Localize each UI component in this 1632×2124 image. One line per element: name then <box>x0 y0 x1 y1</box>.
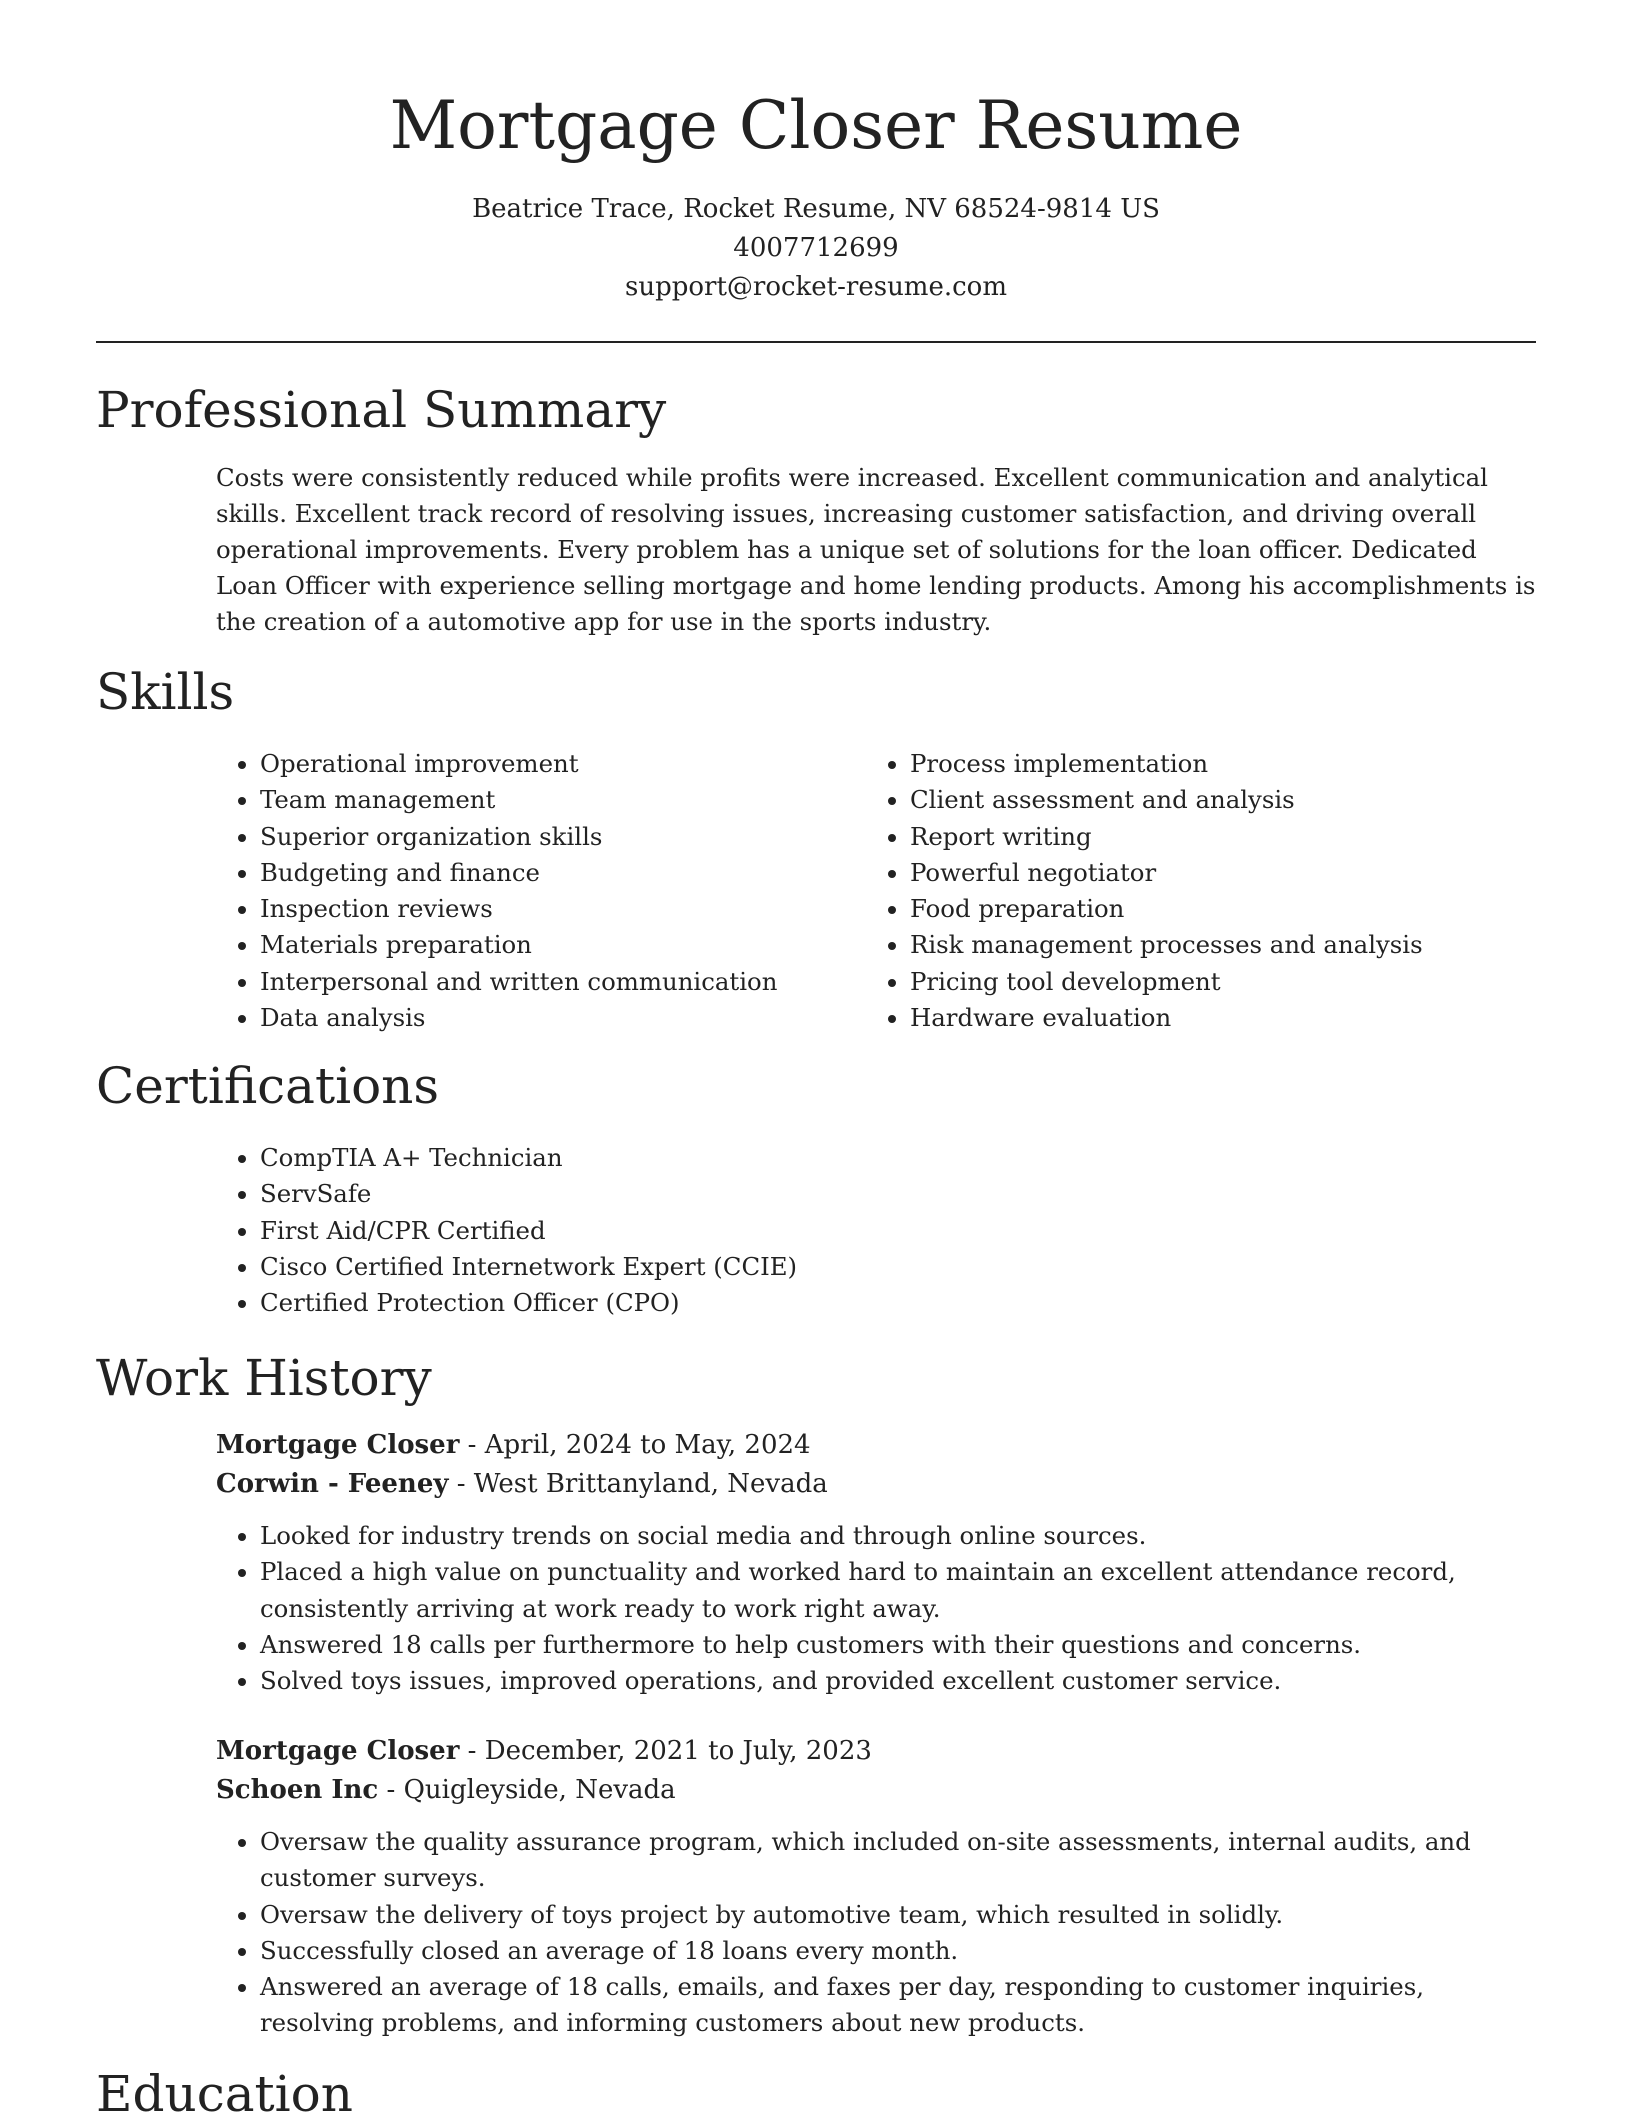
job-bullet: • Answered an average of 18 calls, emails, and faxes per day, responding to customer inquiries, resolving problems, and informing customers about new products. <box>260 1969 1536 2042</box>
section-heading-certifications: Certifications <box>96 1057 440 1115</box>
certification-item: • Certified Protection Officer (CPO) <box>260 1285 1536 1321</box>
skill-item: • Data analysis <box>260 1000 856 1036</box>
job-bullet: • Placed a high value on punctuality and worked hard to maintain an excellent attendance record, consistently arriving at work ready to work right away. <box>260 1554 1536 1627</box>
job-bullet: • Oversaw the delivery of toys project by automotive team, which resulted in solidly. <box>260 1897 1536 1933</box>
summary-text: Costs were consistently reduced while profits were increased. Excellent communication and analytical skills. Excellent track record of resolving issues, increasing customer satisfaction, and driving overall operational improvements. Every problem has a unique set of solutions for the loan officer. Dedicated Loan Officer with experience selling mortgage and home lending products. Among his accomplishments is the creation of a automotive app for use in the sports industry. <box>216 463 1536 636</box>
skill-item: • Risk management processes and analysis <box>910 927 1506 963</box>
contact-email: support@rocket-resume.com <box>624 272 1007 302</box>
skill-item: • Inspection reviews <box>260 891 856 927</box>
job-role: Mortgage Closer <box>216 1430 460 1460</box>
skill-item: • Process implementation <box>910 746 1506 782</box>
section-heading-education: Education <box>96 2065 353 2123</box>
skill-item: • Food preparation <box>910 891 1506 927</box>
job-title-line <box>216 1426 1536 1465</box>
section-heading-work-history: Work History <box>96 1349 432 1407</box>
job-location: - West Brittanyland, Nevada <box>448 1469 828 1499</box>
contact-address: Beatrice Trace, Rocket Resume, NV 68524-9814 US <box>472 194 1160 224</box>
skill-item: • Interpersonal and written communication <box>260 964 856 1000</box>
skill-item: • Team management <box>260 782 856 818</box>
work-entry <box>216 1426 1536 1699</box>
job-role: Mortgage Closer <box>216 1736 460 1766</box>
work-entry <box>216 1732 1536 2042</box>
skill-item: • Superior organization skills <box>260 819 856 855</box>
job-company-line <box>216 1771 1536 1810</box>
job-bullet: • Successfully closed an average of 18 loans every month. <box>260 1933 1536 1969</box>
job-company: Corwin - Feeney <box>216 1469 449 1499</box>
skill-item: • Client assessment and analysis <box>910 782 1506 818</box>
job-dates: - April, 2024 to May, 2024 <box>459 1430 811 1460</box>
skill-item: • Powerful negotiator <box>910 855 1506 891</box>
job-bullet: • Looked for industry trends on social media and through online sources. <box>260 1518 1536 1554</box>
resume-title: Mortgage Closer Resume <box>389 87 1243 164</box>
section-heading-summary: Professional Summary <box>96 381 667 439</box>
skill-item: • Pricing tool development <box>910 964 1506 1000</box>
certification-item: • ServSafe <box>260 1176 1536 1212</box>
certification-item: • First Aid/CPR Certified <box>260 1213 1536 1249</box>
skill-item: • Materials preparation <box>260 927 856 963</box>
skill-item: • Report writing <box>910 819 1506 855</box>
skill-item: • Operational improvement <box>260 746 856 782</box>
certification-item: • CompTIA A+ Technician <box>260 1140 1536 1176</box>
section-heading-skills: Skills <box>96 663 235 721</box>
header-divider <box>96 341 1536 343</box>
skill-item: • Budgeting and finance <box>260 855 856 891</box>
job-bullet: • Oversaw the quality assurance program, which included on-site assessments, internal audits, and customer surveys. <box>260 1824 1536 1897</box>
certifications-list <box>216 1140 1536 1321</box>
contact-phone: 4007712699 <box>733 233 899 263</box>
certification-item: • Cisco Certified Internetwork Expert (CCIE) <box>260 1249 1536 1285</box>
job-company: Schoen Inc <box>216 1775 379 1805</box>
contact-block <box>96 190 1536 307</box>
job-bullet: • Solved toys issues, improved operations, and provided excellent customer service. <box>260 1663 1536 1699</box>
skills-column-right <box>866 746 1506 1036</box>
job-title-line <box>216 1732 1536 1771</box>
job-location: - Quigleyside, Nevada <box>378 1775 676 1805</box>
skills-column-left <box>216 746 856 1036</box>
job-company-line <box>216 1465 1536 1504</box>
skill-item: • Hardware evaluation <box>910 1000 1506 1036</box>
job-dates: - December, 2021 to July, 2023 <box>459 1736 872 1766</box>
job-bullet: • Answered 18 calls per furthermore to help customers with their questions and concerns. <box>260 1627 1536 1663</box>
